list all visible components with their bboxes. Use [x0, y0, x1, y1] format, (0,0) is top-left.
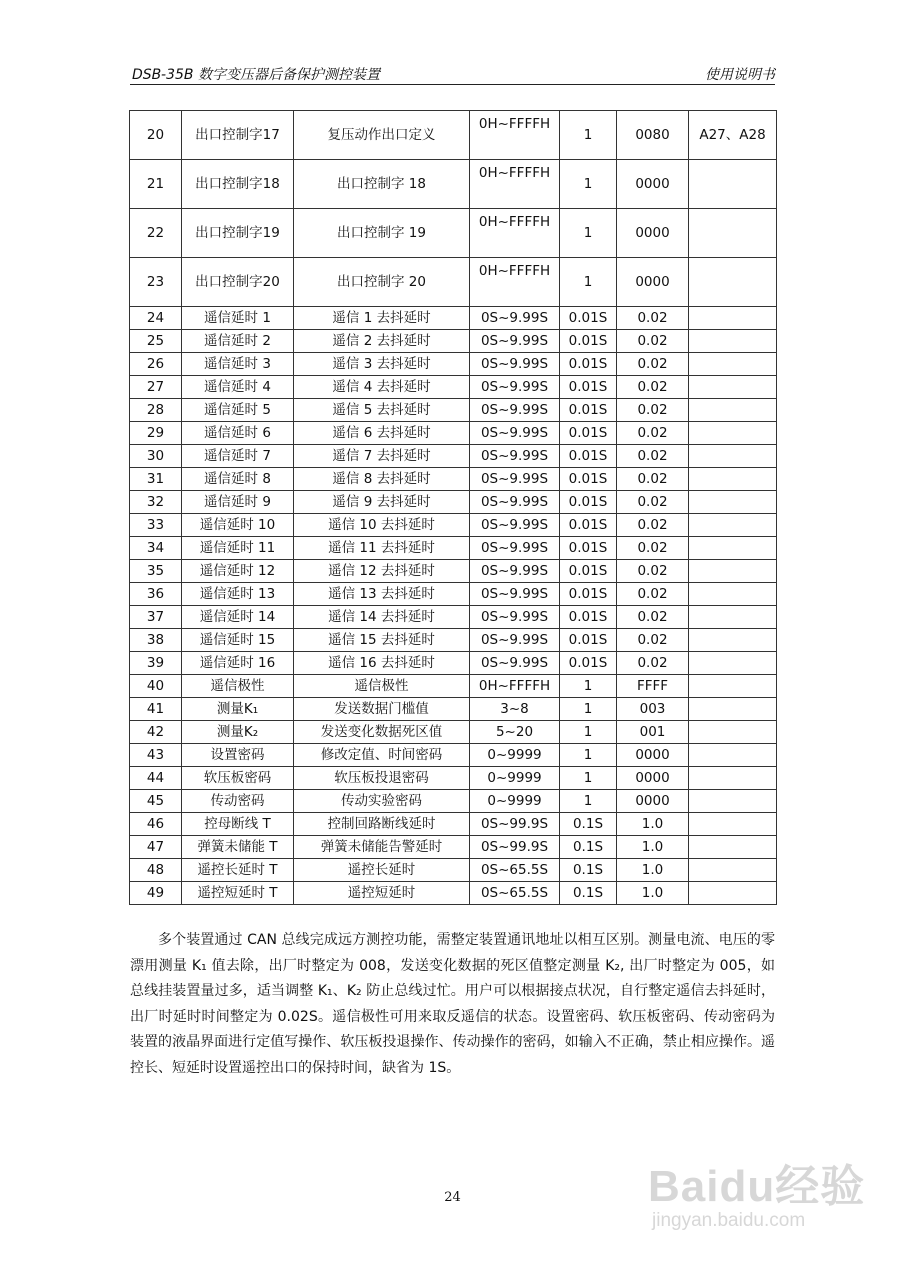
- cell-range: 0~9999: [470, 767, 560, 790]
- cell-no: 22: [130, 209, 182, 258]
- cell-name: 遥信延时 13: [182, 583, 294, 606]
- cell-desc: 修改定值、时间密码: [294, 744, 470, 767]
- table-row: [130, 836, 777, 859]
- cell-range: 0S~9.99S: [470, 491, 560, 514]
- cell-desc: 遥信 10 去抖延时: [294, 514, 470, 537]
- cell-default: 0.02: [617, 376, 689, 399]
- cell-default: 1.0: [617, 836, 689, 859]
- page-header: [130, 60, 775, 85]
- cell-default: 0.02: [617, 514, 689, 537]
- cell-step: 1: [560, 698, 617, 721]
- watermark-logo: Baidu经验: [648, 1162, 866, 1211]
- cell-range: 3~8: [470, 698, 560, 721]
- table-row: [130, 652, 777, 675]
- cell-default: 0.02: [617, 583, 689, 606]
- cell-name: 软压板密码: [182, 767, 294, 790]
- cell-note: [689, 468, 777, 491]
- cell-range: 0S~9.99S: [470, 606, 560, 629]
- cell-default: 0.02: [617, 330, 689, 353]
- cell-no: 37: [130, 606, 182, 629]
- cell-note: [689, 445, 777, 468]
- cell-no: 41: [130, 698, 182, 721]
- table-row: [130, 514, 777, 537]
- cell-range: 0S~9.99S: [470, 514, 560, 537]
- cell-name: 测量K₂: [182, 721, 294, 744]
- cell-step: 0.01S: [560, 468, 617, 491]
- cell-note: [689, 836, 777, 859]
- cell-desc: 遥信 5 去抖延时: [294, 399, 470, 422]
- cell-step: 0.1S: [560, 882, 617, 905]
- cell-name: 遥控长延时 T: [182, 859, 294, 882]
- cell-default: 0.02: [617, 445, 689, 468]
- cell-name: 控母断线 T: [182, 813, 294, 836]
- cell-step: 1: [560, 767, 617, 790]
- cell-desc: 弹簧未储能告警延时: [294, 836, 470, 859]
- cell-name: 遥信延时 15: [182, 629, 294, 652]
- cell-desc: 遥信 2 去抖延时: [294, 330, 470, 353]
- cell-note: [689, 698, 777, 721]
- cell-note: A27、A28: [689, 111, 777, 160]
- cell-desc: 遥信 13 去抖延时: [294, 583, 470, 606]
- cell-range: 0S~9.99S: [470, 629, 560, 652]
- cell-name: 遥信延时 14: [182, 606, 294, 629]
- cell-name: 出口控制字17: [182, 111, 294, 160]
- cell-no: 32: [130, 491, 182, 514]
- cell-default: 0.02: [617, 652, 689, 675]
- cell-step: 1: [560, 744, 617, 767]
- cell-note: [689, 675, 777, 698]
- cell-no: 23: [130, 258, 182, 307]
- cell-range: 0S~9.99S: [470, 537, 560, 560]
- cell-name: 遥信延时 12: [182, 560, 294, 583]
- cell-no: 28: [130, 399, 182, 422]
- cell-range: 0S~99.9S: [470, 836, 560, 859]
- table-row: [130, 583, 777, 606]
- cell-desc: 出口控制字 20: [294, 258, 470, 307]
- cell-note: [689, 560, 777, 583]
- cell-default: 0000: [617, 767, 689, 790]
- cell-step: 1: [560, 160, 617, 209]
- cell-default: 0.02: [617, 560, 689, 583]
- cell-step: 0.01S: [560, 560, 617, 583]
- cell-name: 遥信极性: [182, 675, 294, 698]
- cell-range: 0S~9.99S: [470, 652, 560, 675]
- cell-step: 0.01S: [560, 606, 617, 629]
- table-row: [130, 399, 777, 422]
- cell-desc: 遥控长延时: [294, 859, 470, 882]
- table-row: [130, 859, 777, 882]
- cell-range: 0H~FFFFH: [470, 258, 560, 307]
- cell-note: [689, 813, 777, 836]
- cell-name: 遥信延时 5: [182, 399, 294, 422]
- cell-no: 20: [130, 111, 182, 160]
- cell-default: 0.02: [617, 307, 689, 330]
- cell-default: 0.02: [617, 399, 689, 422]
- cell-desc: 遥信 4 去抖延时: [294, 376, 470, 399]
- cell-name: 遥信延时 8: [182, 468, 294, 491]
- table-row: [130, 307, 777, 330]
- cell-note: [689, 721, 777, 744]
- page-number: 24: [444, 1190, 461, 1205]
- cell-desc: 遥信 14 去抖延时: [294, 606, 470, 629]
- cell-desc: 遥信 12 去抖延时: [294, 560, 470, 583]
- cell-step: 0.01S: [560, 330, 617, 353]
- cell-step: 0.01S: [560, 445, 617, 468]
- cell-step: 0.01S: [560, 583, 617, 606]
- cell-range: 0S~9.99S: [470, 583, 560, 606]
- cell-desc: 遥控短延时: [294, 882, 470, 905]
- cell-range: 0S~99.9S: [470, 813, 560, 836]
- cell-no: 30: [130, 445, 182, 468]
- cell-desc: 控制回路断线延时: [294, 813, 470, 836]
- cell-no: 43: [130, 744, 182, 767]
- cell-name: 遥信延时 1: [182, 307, 294, 330]
- cell-no: 21: [130, 160, 182, 209]
- table-row: [130, 491, 777, 514]
- cell-name: 遥控短延时 T: [182, 882, 294, 905]
- cell-default: 0.02: [617, 353, 689, 376]
- cell-note: [689, 353, 777, 376]
- cell-step: 0.1S: [560, 836, 617, 859]
- cell-range: 0S~9.99S: [470, 422, 560, 445]
- cell-default: FFFF: [617, 675, 689, 698]
- cell-no: 27: [130, 376, 182, 399]
- cell-range: 0S~9.99S: [470, 445, 560, 468]
- cell-desc: 遥信 11 去抖延时: [294, 537, 470, 560]
- cell-default: 0.02: [617, 606, 689, 629]
- cell-note: [689, 537, 777, 560]
- cell-step: 1: [560, 721, 617, 744]
- cell-note: [689, 767, 777, 790]
- cell-name: 出口控制字18: [182, 160, 294, 209]
- cell-note: [689, 307, 777, 330]
- cell-range: 0S~65.5S: [470, 882, 560, 905]
- table-row: [130, 629, 777, 652]
- cell-range: 0S~9.99S: [470, 560, 560, 583]
- cell-name: 测量K₁: [182, 698, 294, 721]
- cell-range: 0S~9.99S: [470, 376, 560, 399]
- cell-note: [689, 882, 777, 905]
- table-row: [130, 790, 777, 813]
- cell-default: 0000: [617, 160, 689, 209]
- cell-no: 33: [130, 514, 182, 537]
- cell-desc: 传动实验密码: [294, 790, 470, 813]
- cell-name: 遥信延时 10: [182, 514, 294, 537]
- cell-no: 35: [130, 560, 182, 583]
- cell-name: 遥信延时 7: [182, 445, 294, 468]
- cell-step: 0.01S: [560, 514, 617, 537]
- cell-no: 45: [130, 790, 182, 813]
- cell-desc: 软压板投退密码: [294, 767, 470, 790]
- table-row: [130, 767, 777, 790]
- cell-range: 5~20: [470, 721, 560, 744]
- cell-default: 0000: [617, 209, 689, 258]
- cell-step: 1: [560, 111, 617, 160]
- table-row: [130, 606, 777, 629]
- watermark-url: jingyan.baidu.com: [652, 1210, 806, 1231]
- cell-default: 0000: [617, 258, 689, 307]
- table-row: [130, 468, 777, 491]
- cell-default: 0.02: [617, 468, 689, 491]
- cell-name: 传动密码: [182, 790, 294, 813]
- cell-no: 44: [130, 767, 182, 790]
- cell-note: [689, 330, 777, 353]
- cell-note: [689, 744, 777, 767]
- cell-default: 001: [617, 721, 689, 744]
- cell-name: 设置密码: [182, 744, 294, 767]
- cell-note: [689, 258, 777, 307]
- cell-name: 弹簧未储能 T: [182, 836, 294, 859]
- cell-default: 003: [617, 698, 689, 721]
- cell-name: 遥信延时 2: [182, 330, 294, 353]
- explanation-paragraph: 多个装置通过 CAN 总线完成远方测控功能，需整定装置通讯地址以相互区别。测量电流、电压的零漂用测量 K₁ 值去除，出厂时整定为 008，发送变化数据的死区值整定测量 K₂, 出厂时整定为 005，如总线挂装置量过多，适当调整 K₁、K₂ 防止总线过忙。用户可以根据接点状况，自行整定遥信去抖延时，出厂时延时时间整定为 0.02S。遥信极性可用来取反遥信的状态。设置密码、软压板密码、传动密码为装置的液晶界面进行定值写操作、软压板投退操作、传动操作的密码，如输入不正确，禁止相应操作。遥控长、短延时设置遥控出口的保持时间，缺省为 1S。: [130, 932, 775, 1076]
- table-row: [130, 160, 777, 209]
- cell-desc: 遥信 15 去抖延时: [294, 629, 470, 652]
- cell-no: 38: [130, 629, 182, 652]
- cell-desc: 发送数据门槛值: [294, 698, 470, 721]
- cell-note: [689, 652, 777, 675]
- cell-no: 46: [130, 813, 182, 836]
- cell-step: 0.01S: [560, 376, 617, 399]
- cell-no: 24: [130, 307, 182, 330]
- cell-step: 0.01S: [560, 537, 617, 560]
- cell-no: 26: [130, 353, 182, 376]
- cell-default: 0.02: [617, 491, 689, 514]
- cell-range: 0S~9.99S: [470, 353, 560, 376]
- cell-note: [689, 399, 777, 422]
- parameter-table-body: [130, 111, 777, 905]
- cell-default: 0.02: [617, 537, 689, 560]
- cell-range: 0S~9.99S: [470, 330, 560, 353]
- cell-default: 0.02: [617, 629, 689, 652]
- cell-step: 1: [560, 790, 617, 813]
- cell-default: 1.0: [617, 882, 689, 905]
- cell-step: 1: [560, 675, 617, 698]
- cell-note: [689, 859, 777, 882]
- cell-step: 0.01S: [560, 422, 617, 445]
- cell-note: [689, 629, 777, 652]
- cell-range: 0H~FFFFH: [470, 675, 560, 698]
- cell-range: 0H~FFFFH: [470, 209, 560, 258]
- cell-no: 36: [130, 583, 182, 606]
- cell-name: 出口控制字20: [182, 258, 294, 307]
- cell-note: [689, 491, 777, 514]
- cell-no: 34: [130, 537, 182, 560]
- cell-range: 0S~65.5S: [470, 859, 560, 882]
- cell-step: 0.1S: [560, 859, 617, 882]
- cell-range: 0S~9.99S: [470, 307, 560, 330]
- cell-no: 42: [130, 721, 182, 744]
- cell-desc: 遥信 1 去抖延时: [294, 307, 470, 330]
- cell-default: 0000: [617, 790, 689, 813]
- cell-desc: 遥信 16 去抖延时: [294, 652, 470, 675]
- cell-desc: 遥信极性: [294, 675, 470, 698]
- cell-step: 0.01S: [560, 629, 617, 652]
- cell-note: [689, 514, 777, 537]
- cell-no: 48: [130, 859, 182, 882]
- cell-desc: 遥信 6 去抖延时: [294, 422, 470, 445]
- cell-note: [689, 376, 777, 399]
- cell-default: 0.02: [617, 422, 689, 445]
- cell-step: 0.1S: [560, 813, 617, 836]
- cell-desc: 遥信 8 去抖延时: [294, 468, 470, 491]
- cell-desc: 发送变化数据死区值: [294, 721, 470, 744]
- cell-desc: 遥信 3 去抖延时: [294, 353, 470, 376]
- cell-note: [689, 583, 777, 606]
- cell-range: 0S~9.99S: [470, 399, 560, 422]
- table-row: [130, 698, 777, 721]
- cell-name: 遥信延时 6: [182, 422, 294, 445]
- cell-desc: 出口控制字 19: [294, 209, 470, 258]
- cell-name: 遥信延时 3: [182, 353, 294, 376]
- table-row: [130, 537, 777, 560]
- cell-range: 0~9999: [470, 790, 560, 813]
- cell-note: [689, 160, 777, 209]
- cell-no: 25: [130, 330, 182, 353]
- cell-default: 0080: [617, 111, 689, 160]
- table-row: [130, 209, 777, 258]
- cell-range: 0S~9.99S: [470, 468, 560, 491]
- cell-no: 49: [130, 882, 182, 905]
- table-row: [130, 445, 777, 468]
- cell-default: 1.0: [617, 813, 689, 836]
- cell-desc: 复压动作出口定义: [294, 111, 470, 160]
- cell-desc: 遥信 7 去抖延时: [294, 445, 470, 468]
- cell-note: [689, 209, 777, 258]
- cell-desc: 出口控制字 18: [294, 160, 470, 209]
- cell-name: 遥信延时 9: [182, 491, 294, 514]
- cell-name: 遥信延时 4: [182, 376, 294, 399]
- cell-step: 0.01S: [560, 353, 617, 376]
- table-row: [130, 560, 777, 583]
- cell-no: 39: [130, 652, 182, 675]
- cell-no: 47: [130, 836, 182, 859]
- cell-desc: 遥信 9 去抖延时: [294, 491, 470, 514]
- cell-note: [689, 422, 777, 445]
- cell-name: 遥信延时 16: [182, 652, 294, 675]
- cell-note: [689, 790, 777, 813]
- table-row: [130, 376, 777, 399]
- cell-no: 29: [130, 422, 182, 445]
- cell-note: [689, 606, 777, 629]
- table-row: [130, 744, 777, 767]
- cell-no: 31: [130, 468, 182, 491]
- cell-step: 1: [560, 258, 617, 307]
- cell-name: 出口控制字19: [182, 209, 294, 258]
- cell-step: 1: [560, 209, 617, 258]
- table-row: [130, 882, 777, 905]
- cell-step: 0.01S: [560, 491, 617, 514]
- cell-step: 0.01S: [560, 307, 617, 330]
- table-row: [130, 675, 777, 698]
- cell-range: 0H~FFFFH: [470, 160, 560, 209]
- table-row: [130, 353, 777, 376]
- watermark: [648, 1150, 878, 1245]
- cell-range: 0H~FFFFH: [470, 111, 560, 160]
- table-row: [130, 258, 777, 307]
- table-row: [130, 422, 777, 445]
- header-title: DSB-35B 数字变压器后备保护测控装置: [132, 67, 380, 83]
- parameter-table: [129, 110, 777, 905]
- table-row: [130, 330, 777, 353]
- cell-name: 遥信延时 11: [182, 537, 294, 560]
- cell-step: 0.01S: [560, 399, 617, 422]
- cell-range: 0~9999: [470, 744, 560, 767]
- cell-default: 1.0: [617, 859, 689, 882]
- cell-step: 0.01S: [560, 652, 617, 675]
- header-doc-type: 使用说明书: [705, 67, 775, 83]
- table-row: [130, 813, 777, 836]
- cell-default: 0000: [617, 744, 689, 767]
- cell-no: 40: [130, 675, 182, 698]
- table-row: [130, 721, 777, 744]
- table-row: [130, 111, 777, 160]
